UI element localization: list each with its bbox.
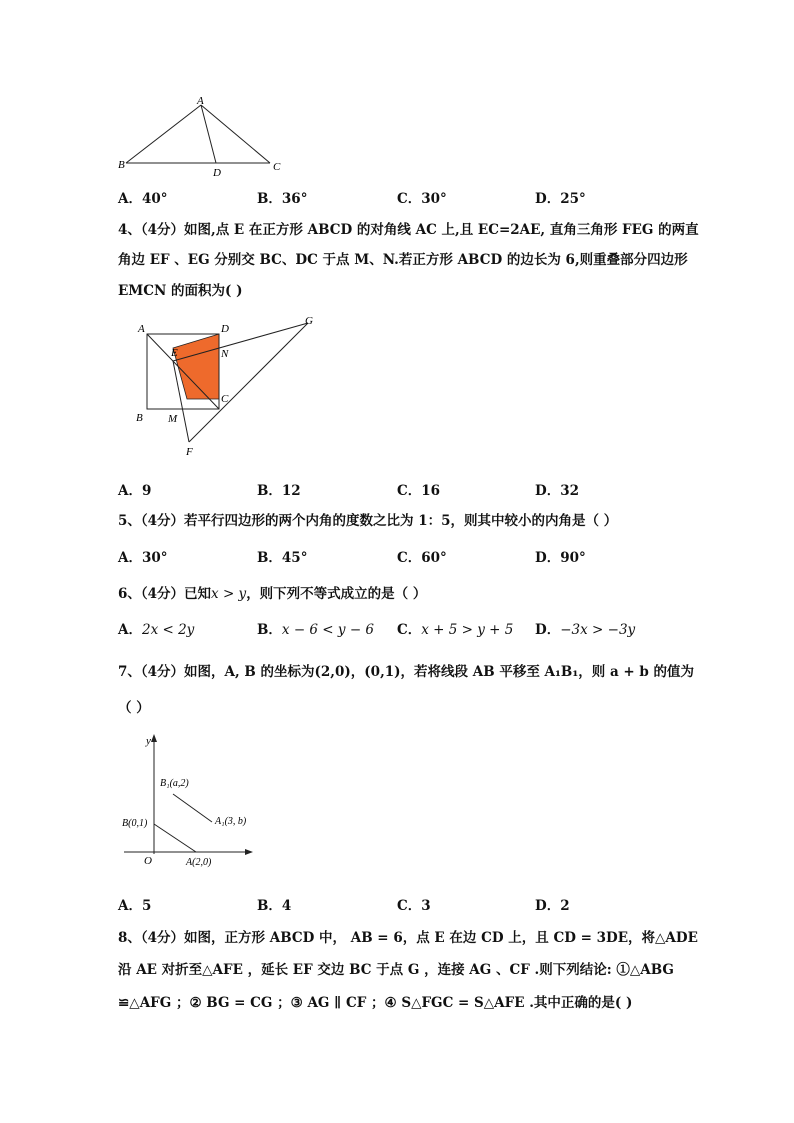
q7-label-b: B(0,1) [122, 818, 148, 829]
q6-option-d-key: D． [535, 622, 561, 638]
q6-option-c-math: x + 5 > y + 5 [421, 622, 514, 638]
q4-option-a[interactable]: A．9 [118, 483, 152, 499]
q7-y-axis-arrow [151, 734, 157, 742]
q7-label-origin: O [144, 855, 152, 867]
q4-text-line-2: 角边 EF 、EG 分别交 BC、DC 于点 M、N.若正方形 ABCD 的边长为 6,则重叠部分四边形 [118, 252, 688, 268]
q3-label-a: A [197, 95, 204, 107]
q6-option-a-key: A． [118, 622, 142, 638]
q4-option-c[interactable]: C．16 [397, 483, 441, 499]
q7-label-a1: A₁(3, b) [215, 816, 247, 827]
q6-option-c[interactable] [397, 618, 513, 638]
q7-label-b1: B₁(a,2) [160, 778, 189, 789]
q6-option-b[interactable] [257, 618, 374, 638]
q5-text-line-1: 5、（4分）若平行四边形的两个内角的度数之比为 1：5，则其中较小的内角是（ ） [118, 513, 618, 529]
q7-x-axis-arrow [245, 849, 253, 855]
q7-option-b[interactable]: B．4 [257, 898, 292, 914]
q3-side-ac [201, 105, 270, 163]
q4-option-b[interactable]: B．12 [257, 483, 301, 499]
q4-overlap-quadrilateral [173, 334, 219, 399]
q4-label-m: M [168, 413, 178, 425]
q3-side-ab [126, 105, 201, 163]
q4-text-line-1: 4、（4分）如图,点 E 在正方形 ABCD 的对角线 AC 上,且 EC=2AE, 直角三角形 FEG 的两直 [118, 222, 699, 238]
q3-label-c: C [273, 161, 281, 173]
q7-coordinate-figure [114, 728, 274, 868]
q6-text-post: ，则下列不等式成立的是（ ） [246, 586, 427, 602]
q6-option-b-key: B． [257, 622, 282, 638]
q5-option-c[interactable]: C．60° [397, 550, 447, 566]
q3-option-b[interactable]: B．36° [257, 191, 308, 207]
q7-option-c[interactable]: C．3 [397, 898, 431, 914]
q3-label-b: B [118, 159, 125, 171]
q6-option-b-math: x − 6 < y − 6 [281, 622, 375, 638]
q7-text-line-2: （ ） [118, 700, 150, 716]
q4-label-n: N [221, 348, 229, 360]
q7-label-a: A(2,0) [186, 857, 212, 868]
q5-option-b[interactable]: B．45° [257, 550, 308, 566]
q4-option-d[interactable]: D．32 [535, 483, 579, 499]
q4-label-a: A [138, 323, 145, 335]
q7-option-a[interactable]: A．5 [118, 898, 152, 914]
q6-option-c-key: C． [397, 622, 422, 638]
q4-square-figure [128, 310, 328, 460]
q6-condition-math: x > y [211, 586, 247, 602]
q7-label-y: y [146, 735, 151, 747]
q7-segment-ab [154, 824, 196, 852]
q5-option-a[interactable]: A．30° [118, 550, 168, 566]
q4-label-e: E [171, 347, 178, 359]
q8-text-line-1: 8、（4分）如图，正方形 ABCD 中， AB = 6，点 E 在边 CD 上，且 CD = 3DE，将△ADE [118, 930, 698, 946]
q7-text-line-1: 7、（4分）如图，A, B 的坐标为(2,0)，(0,1)，若将线段 AB 平移至 A₁B₁，则 a + b 的值为 [118, 664, 695, 680]
q3-triangle-figure [112, 92, 292, 182]
q4-label-d: D [221, 323, 229, 335]
q6-text-line-1 [118, 582, 426, 602]
q4-label-b: B [136, 412, 143, 424]
q3-option-a[interactable]: A．40° [118, 191, 168, 207]
q8-text-line-3: ≌△AFG ；② BG = CG ；③ AG ∥ CF ；④ S△FGC = S△AFE .其中正确的是( ) [118, 995, 633, 1011]
q8-text-line-2: 沿 AE 对折至△AFE ，延长 EF 交边 BC 于点 G ，连接 AG 、CF .则下列结论: ①△ABG [118, 962, 674, 978]
q4-label-g: G [305, 315, 313, 327]
q3-option-c[interactable]: C．30° [397, 191, 447, 207]
q3-option-d[interactable]: D．25° [535, 191, 586, 207]
q3-segment-ad [201, 105, 216, 163]
q4-label-c: C [221, 393, 229, 405]
q7-segment-a1b1 [173, 794, 212, 822]
q6-option-a-math: 2x < 2y [141, 622, 195, 638]
q5-option-d[interactable]: D．90° [535, 550, 586, 566]
q4-label-f: F [186, 446, 193, 458]
q4-text-line-3: EMCN 的面积为( ) [118, 283, 243, 299]
q6-text-pre: 6、（4分）已知 [118, 586, 212, 602]
q6-option-d-math: −3x > −3y [560, 622, 636, 638]
q7-option-d[interactable]: D．2 [535, 898, 570, 914]
q6-option-d[interactable] [535, 618, 635, 638]
q6-option-a[interactable] [118, 618, 194, 638]
q3-label-d: D [213, 167, 221, 179]
